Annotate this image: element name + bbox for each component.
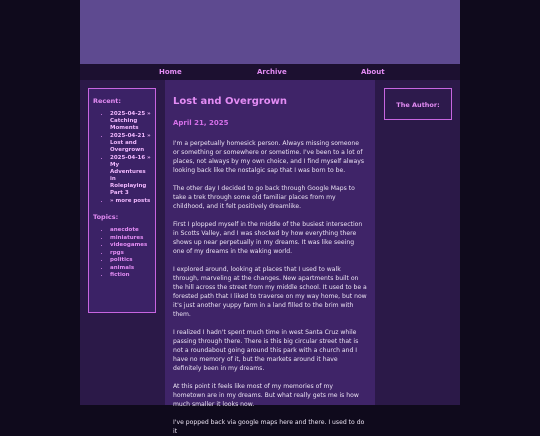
nav-about-link[interactable]: About (361, 68, 385, 76)
more-posts-link-text[interactable]: » more posts (110, 198, 151, 204)
topic-link[interactable]: • rpgs (110, 250, 151, 258)
recent-post-link-text[interactable]: 2025-04-21 » Lost and Overgrown (110, 133, 151, 153)
recent-post-link[interactable] (110, 133, 151, 154)
topic-link[interactable]: • miniatures (110, 235, 151, 243)
post-paragraph: First I plopped myself in the middle of the busiest intersection in Scotts Valley, and I was shocked by how everything there shows up near perpetually in my dreams. It was like seeing one of my dreams in the waking world. (173, 221, 363, 255)
post-paragraph: I've popped back via google maps here and there. I used to do it (173, 419, 365, 435)
topics-list (93, 227, 151, 280)
more-posts-link[interactable] (110, 198, 151, 205)
site-header-banner (80, 0, 460, 64)
left-sidebar (88, 88, 156, 313)
recent-posts-list (93, 111, 151, 205)
recent-post-link-text[interactable]: 2025-04-16 » My Adventures in Roleplaying Part 3 (110, 155, 151, 196)
post-content (165, 80, 375, 435)
topic-link[interactable]: • anecdote (110, 227, 151, 235)
topic-link[interactable]: • politics (110, 257, 151, 265)
topic-link[interactable]: • videogames (110, 242, 151, 250)
nav-archive-link[interactable]: Archive (257, 68, 287, 76)
recent-post-link[interactable] (110, 111, 151, 132)
author-label: The Author: (396, 101, 440, 109)
topic-link[interactable]: • fiction (110, 272, 151, 280)
topics-heading: Topics: (93, 213, 119, 221)
main-nav (80, 64, 460, 80)
author-box (384, 88, 452, 120)
recent-post-link[interactable] (110, 155, 151, 197)
topic-link[interactable]: • animals (110, 265, 151, 273)
post-paragraph: The other day I decided to go back through Google Maps to take a trek through some old familiar places from my childhood, and it felt positively dreamlike. (173, 185, 355, 210)
post-paragraph: At this point it feels like most of my memories of my hometown are in my dreams. But what really gets me is how much smaller it looks now. (173, 383, 359, 408)
post-paragraph: I explored around, looking at places that I used to walk through, marveling at the changes. New apartments built on the hill across the street from my middle school. It used to be a forested path that I liked to traverse on my way home, but now it's just another yuppy farm in a land filled to the brim with them. (173, 266, 367, 318)
post-paragraph: I realized I hadn't spent much time in west Santa Cruz while passing through there. There is this big circular street that is not a roundabout going around this park with a church and I have no memory of it, but the markets around it have definitely been in my dreams. (173, 329, 359, 372)
post-paragraph: I'm a perpetually homesick person. Always missing someone or something or somewhere or sometime. I've been to a lot of places, not always by my own choice, and I find myself always looking back like the nostalgic sap that I was born to be. (173, 140, 365, 174)
recent-post-link-text[interactable]: 2025-04-25 » Catching Moments (110, 111, 151, 131)
nav-home-link[interactable]: Home (159, 68, 182, 76)
recent-heading: Recent: (93, 97, 122, 105)
post-title: Lost and Overgrown (173, 96, 288, 107)
post-date: April 21, 2025 (173, 119, 229, 127)
